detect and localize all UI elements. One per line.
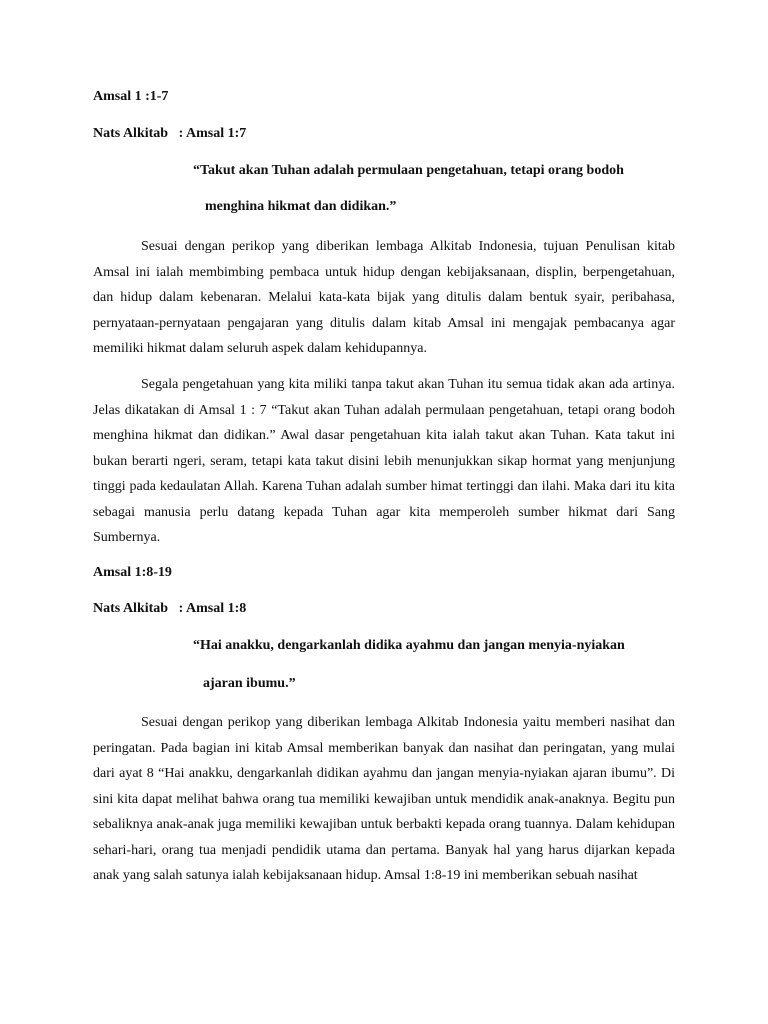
paragraph: Segala pengetahuan yang kita miliki tanpa takut akan Tuhan itu semua tidak akan ada artinya. Jelas dikatakan di Amsal 1 : 7 “Takut akan Tuhan adalah permulaan pengetahuan, tetapi orang bodoh menghina hikmat dan didikan.” Awal dasar pengetahuan kita ialah takut akan Tuhan. Kata takut ini bukan berarti ngeri, seram, tetapi kata takut disini lebih menunjukkan sikap hormat yang menjunjung tinggi pada kedaulatan Allah. Karena Tuhan adalah sumber himat tertinggi dan ilahi. Maka dari itu kita sebagai manusia perlu datang kepada Tuhan agar kita memperoleh sumber hikmat dari Sang Sumbernya. [93,377,675,545]
nats-label: Nats Alkitab [93,126,169,141]
quote-line: ajaran ibumu.” [203,676,296,691]
nats-reference: Amsal 1:7 [185,126,247,141]
nats-line: Nats Alkitab : Amsal 1:8 [93,601,247,616]
quote-line: menghina hikmat dan didikan.” [205,199,397,214]
paragraph: Sesuai dengan perikop yang diberikan lembaga Alkitab Indonesia yaitu memberi nasihat dan peringatan. Pada bagian ini kitab Amsal memberikan banyak dan nasihat dan peringatan, yang mulai dari ayat 8 “Hai anakku, dengarkanlah didikan ayahmu dan jangan menyia-nyiakan ajaran ibumu”. Di sini kita dapat melihat bahwa orang tua memiliki kewajiban untuk mendidik anak-anaknya. Begitu pun sebaliknya anak-anak juga memiliki kewajiban untuk berbakti kepada orang tuannya. Dalam kehidupan sehari-hari, orang tua menjadi pendidik utama dan pertama. Banyak hal yang harus dijarkan kepada anak yang salah satunya ialah kebijaksanaan hidup. Amsal 1:8-19 ini memberikan sebuah nasihat [93,715,675,883]
quote-line: “Hai anakku, dengarkanlah didika ayahmu dan jangan menyia-nyiakan [193,638,625,653]
nats-line: Nats Alkitab : Amsal 1:7 [93,126,247,141]
nats-label: Nats Alkitab [93,601,169,616]
quote-line: “Takut akan Tuhan adalah permulaan pengetahuan, tetapi orang bodoh [193,163,624,178]
section-heading: Amsal 1:8-19 [93,565,172,580]
section-heading: Amsal 1 :1-7 [93,89,169,104]
paragraph: Sesuai dengan perikop yang diberikan lembaga Alkitab Indonesia, tujuan Penulisan kitab Amsal ini ialah membimbing pembaca untuk hidup dengan kebijaksanaan, displin, berpengetahuan, dan hidup dalam kebenaran. Melalui kata-kata bijak yang ditulis dalam bentuk syair, peribahasa, pernyataan-pernyataan pengajaran yang ditulis dalam kitab Amsal ini mengajak pembacanya agar memiliki hikmat dalam seluruh aspek dalam kehidupannya. [93,239,675,356]
nats-reference: Amsal 1:8 [185,601,247,616]
